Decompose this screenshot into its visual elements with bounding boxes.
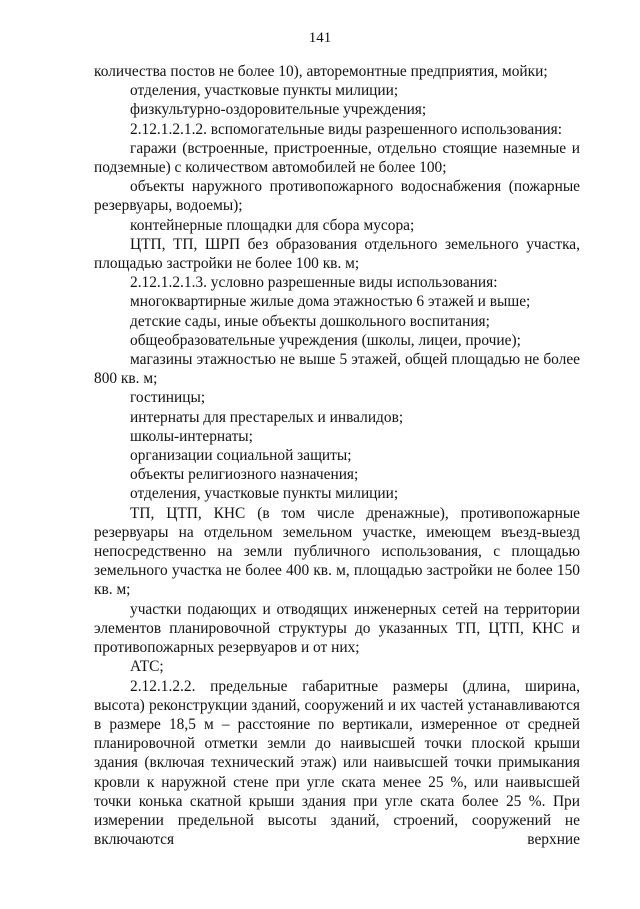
section-heading-auxiliary-uses: 2.12.1.2.1.2. вспомогательные виды разрешенного использования: <box>130 120 563 138</box>
paragraph: общеобразовательные учреждения (школы, лицеи, прочие); <box>130 331 521 349</box>
section-heading-dimensions: 2.12.1.2.2. предельные габаритные размеры (длина, ширина, высота) реконструкции зданий, сооружений и их частей устанавливаются в размере 18,5 м – расстояние по вертикали, измеренное от средней планировочной отметки земли до наивысшей точки плоской крыши здания (включая технический этаж) или наивысшей точки примыкания кровли к наружной стене при угле ската менее 25 %, или наивысшей точки конька скатной крыши здания при угле ската более 25 %. При измерении предельной высоты зданий, строений, сооружений не включаются верхние <box>94 677 580 849</box>
document-body <box>94 62 580 849</box>
paragraph: магазины этажностью не выше 5 этажей, общей площадью не более 800 кв. м; <box>94 351 580 388</box>
paragraph: участки подающих и отводящих инженерных сетей на территории элементов планировочной структуры до указанных ТП, ЦТП, КНС и противопожарных резервуаров и от них; <box>94 600 580 657</box>
paragraph: отделения, участковые пункты милиции; <box>130 82 399 100</box>
paragraph: интернаты для престарелых и инвалидов; <box>130 408 404 426</box>
paragraph: гостиницы; <box>130 389 206 407</box>
paragraph: детские сады, иные объекты дошкольного воспитания; <box>130 312 490 330</box>
paragraph: гаражи (встроенные, пристроенные, отдельно стоящие наземные и подземные) с количеством автомобилей не более 100; <box>94 139 580 177</box>
paragraph: физкультурно-оздоровительные учреждения; <box>130 101 427 119</box>
paragraph-continuation: количества постов не более 10), авторемонтные предприятия, мойки; <box>94 63 548 80</box>
paragraph: объекты религиозного назначения; <box>130 466 359 484</box>
paragraph: школы-интернаты; <box>130 427 253 445</box>
paragraph: многоквартирные жилые дома этажностью 6 этажей и выше; <box>130 293 531 311</box>
paragraph: ТП, ЦТП, КНС (в том числе дренажные), противопожарные резервуары на отдельном земельном участке, имеющем въезд-выезд непосредственно на земли публичного использования, с площадью земельного участка не более 400 кв. м, площадью застройки не более 150 кв. м; <box>94 504 580 599</box>
paragraph: отделения, участковые пункты милиции; <box>130 485 399 503</box>
section-heading-conditional-uses: 2.12.1.2.1.3. условно разрешенные виды использования: <box>130 274 498 292</box>
paragraph: ЦТП, ТП, ШРП без образования отдельного земельного участка, площадью застройки не более 100 кв. м; <box>94 235 580 273</box>
paragraph: объекты наружного противопожарного водоснабжения (пожарные резервуары, водоемы); <box>94 178 580 215</box>
paragraph: контейнерные площадки для сбора мусора; <box>130 216 415 234</box>
page-number: 141 <box>308 30 332 46</box>
paragraph: организации социальной защиты; <box>130 447 352 465</box>
paragraph: АТС; <box>130 658 164 676</box>
